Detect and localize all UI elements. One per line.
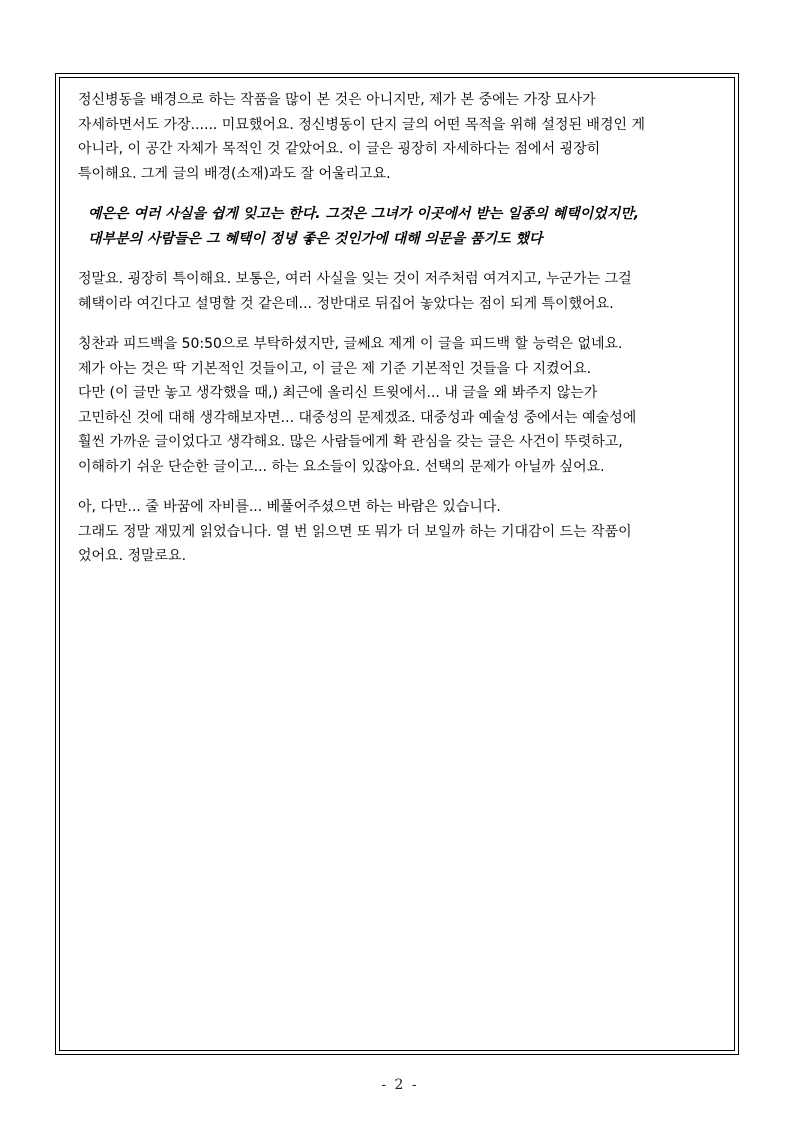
- spacer: [78, 479, 718, 495]
- spacer: [78, 186, 718, 202]
- spacer: [78, 316, 718, 332]
- paragraph-setting: 정신병동을 배경으로 하는 작품을 많이 본 것은 아니지만, 제가 본 중에는 가장 묘사가 자세하면서도 가장...... 미묘했어요. 정신병동이 단지 글의 어떤 목적을 위해 설정된 배경인 게 아니라, 이 공간 자체가 목적인 것 같았어요. 이 글은 굉장히 자세하다는 점에서 굉장히 특이해요. 그게 글의 배경(소재)과도 잘 어울리고요.: [78, 92, 645, 182]
- page-number: - 2 -: [381, 1077, 419, 1093]
- quoted-excerpt: 예은은 여러 사실을 쉽게 잊고는 한다. 그것은 그녀가 이곳에서 받는 일종의 혜택이었지만, 대부분의 사람들은 그 혜택이 정녕 좋은 것인가에 대해 의문을 품기도 했다: [88, 206, 640, 247]
- paragraph-reaction: 정말요. 굉장히 특이해요. 보통은, 여러 사실을 잊는 것이 저주처럼 여겨지고, 누군가는 그걸 혜택이라 여긴다고 설명할 것 같은데... 정반대로 뒤집어 놓았다는 점이 되게 특이했어요.: [78, 271, 632, 312]
- paragraph-feedback: 칭찬과 피드백을 50:50으로 부탁하셨지만, 글쎄요 제게 이 글을 피드백 할 능력은 없네요. 제가 아는 것은 딱 기본적인 것들이고, 이 글은 제 기준 기본적인 것들을 다 지켰어요. 다만 (이 글만 놓고 생각했을 때,) 최근에 올리신 트윗에서... 내 글을 왜 봐주지 않는가 고민하신 것에 대해 생각해보자면... 대중성의 문제겠죠. 대중성과 예술성 중에서는 예술성에 훨씬 가까운 글이었다고 생각해요. 많은 사람들에게 확 관심을 갖는 글은 사건이 뚜렷하고, 이해하기 쉬운 단순한 글이고... 하는 요소들이 있잖아요. 선택의 문제가 아닐까 싶어요.: [78, 336, 637, 475]
- document-body: [78, 88, 718, 569]
- paragraph-closing: 아, 다만... 줄 바꿈에 자비를... 베풀어주셨으면 하는 바람은 있습니다. 그래도 정말 재밌게 읽었습니다. 열 번 읽으면 또 뭐가 더 보일까 하는 기대감이 드는 작품이 었어요. 정말로요.: [78, 499, 632, 564]
- spacer: [78, 251, 718, 267]
